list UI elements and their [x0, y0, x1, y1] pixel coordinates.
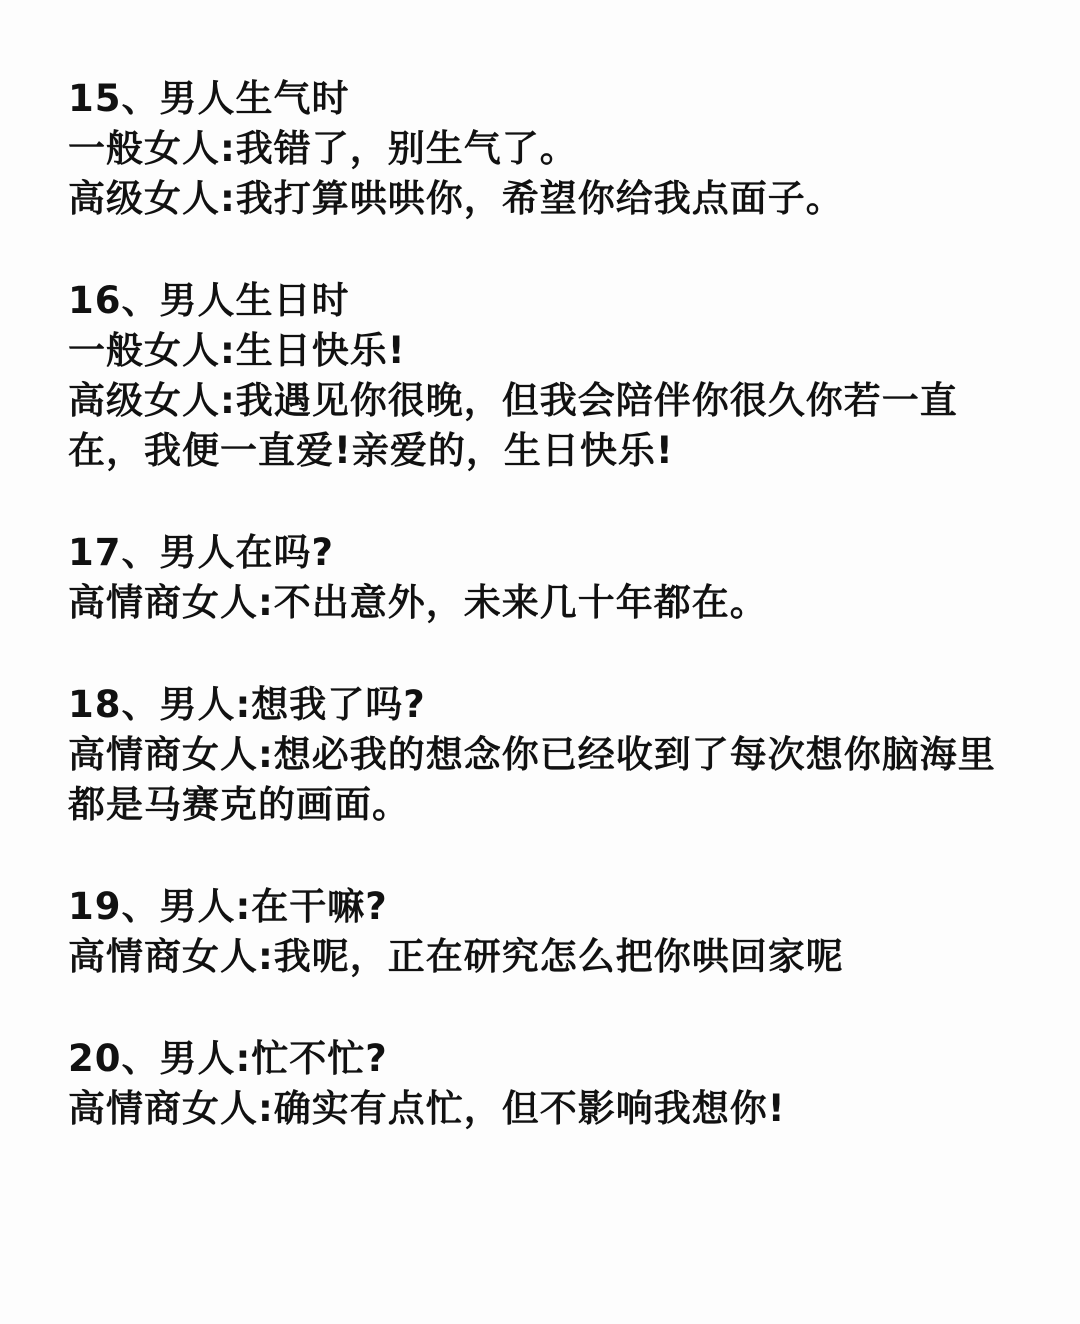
- section-20: [68, 1034, 1018, 1134]
- section-line: 高情商女人:确实有点忙，但不影响我想你!: [68, 1087, 786, 1130]
- section-heading: 16、男人生日时: [68, 279, 350, 322]
- article-content: [68, 74, 1018, 1186]
- section-15: [68, 74, 1018, 224]
- section-19: [68, 882, 1018, 982]
- section-line: 高情商女人:不出意外，未来几十年都在。: [68, 581, 768, 624]
- section-line: 高情商女人:想必我的想念你已经收到了每次想你脑海里都是马赛克的画面。: [68, 733, 996, 826]
- section-heading: 20、男人:忙不忙?: [68, 1037, 388, 1080]
- section-line: 一般女人:我错了，别生气了。: [68, 127, 578, 170]
- section-heading: 19、男人:在干嘛?: [68, 885, 388, 928]
- section-line: 一般女人:生日快乐!: [68, 329, 406, 372]
- section-heading: 17、男人在吗?: [68, 531, 334, 574]
- section-17: [68, 528, 1018, 628]
- section-line: 高情商女人:我呢，正在研究怎么把你哄回家呢: [68, 935, 844, 978]
- section-16: [68, 276, 1018, 476]
- section-line: 高级女人:我遇见你很晚，但我会陪伴你很久你若一直在，我便一直爱!亲爱的，生日快乐!: [68, 379, 958, 472]
- section-heading: 15、男人生气时: [68, 77, 350, 120]
- section-line: 高级女人:我打算哄哄你，希望你给我点面子。: [68, 177, 844, 220]
- section-18: [68, 680, 1018, 830]
- section-heading: 18、男人:想我了吗?: [68, 683, 426, 726]
